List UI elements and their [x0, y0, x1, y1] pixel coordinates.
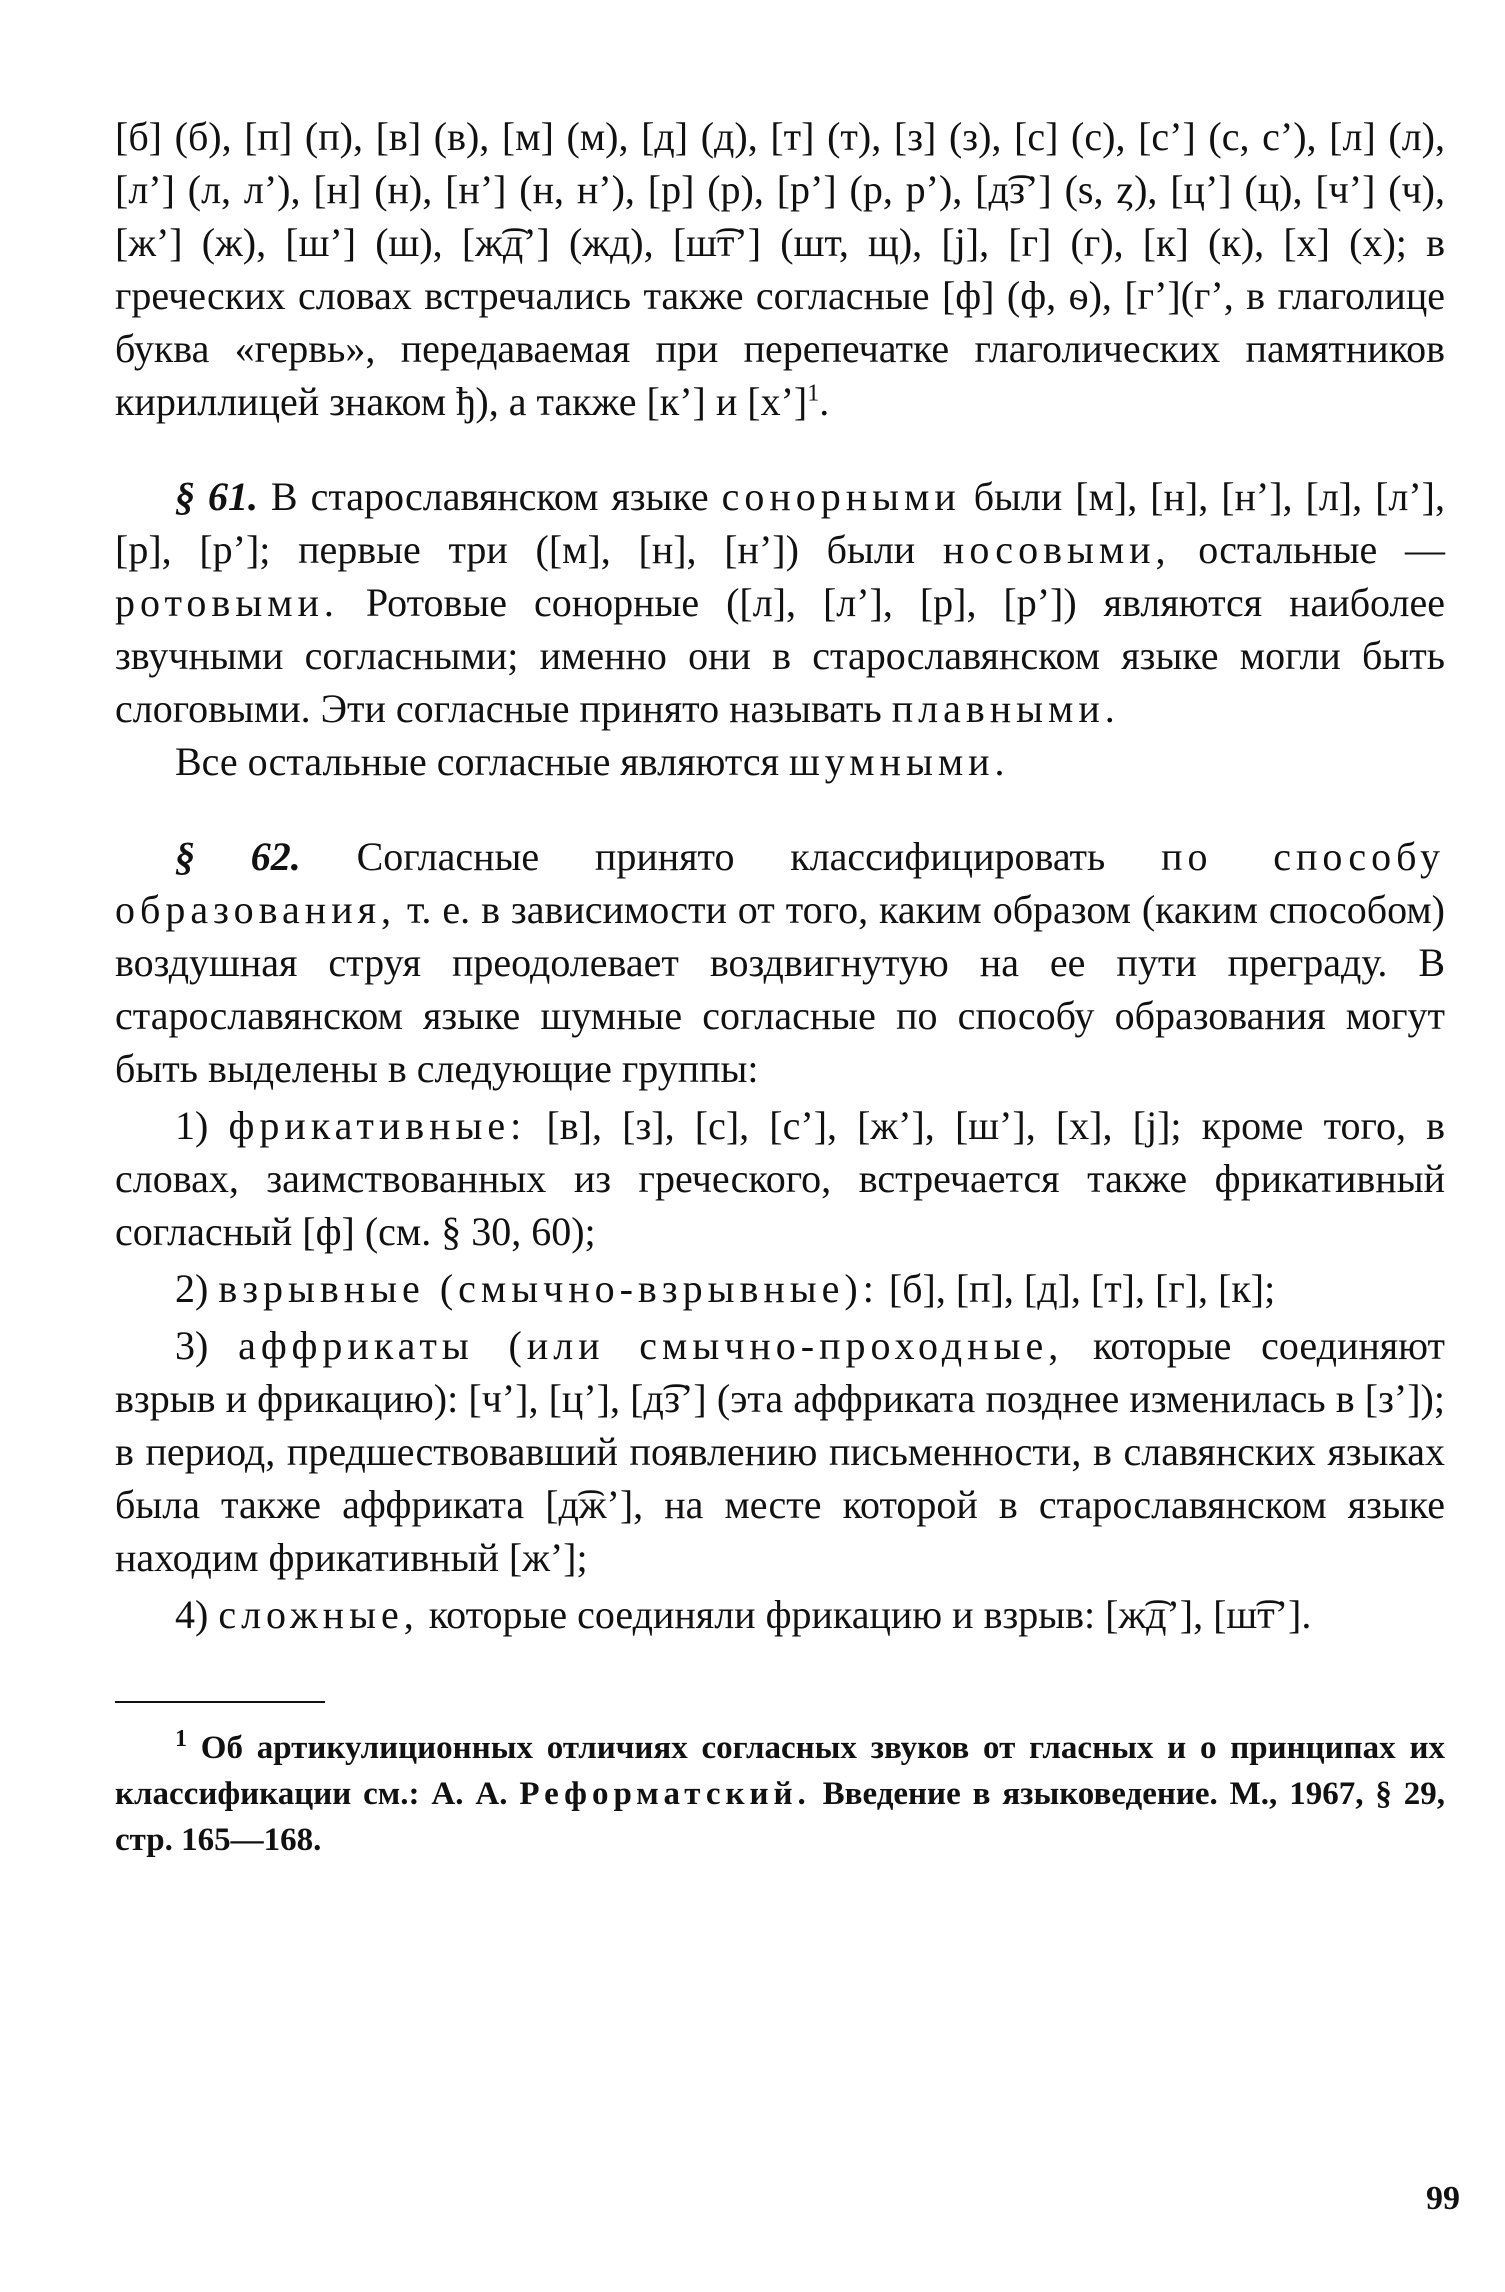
section-61-text-1: В старославянском языке [257, 474, 722, 519]
section-61b-text: Все остальные согласные являются [175, 739, 789, 784]
list-item-term: аффрикаты (или смычно-проходные, [238, 1323, 1064, 1368]
section-62-paragraph [115, 830, 1445, 1095]
list-item-text: [б], [п], [д], [т], [г], [к]; [878, 1266, 1276, 1311]
footnote-ref: 1 [807, 380, 820, 407]
footnote-mark: 1 [175, 1726, 187, 1752]
list-item [115, 1099, 1445, 1258]
list-item-text: которые соединяли фрикацию и взрыв: [ж͡д’], [ш͡т’]. [418, 1592, 1312, 1637]
section-61-text-2: были [м], [н], [н’], [л], [л’], [р], [р’]; первые три ([м], [н], [н’]) были [115, 474, 1446, 572]
list-item-number: 2) [175, 1266, 209, 1311]
footnote-text-1: Об артикулиционных отличиях согласных звуков от гласных и о принципах их классификации см.: А. А. [115, 1730, 1445, 1812]
section-62-text-1: Согласные принято классифицировать [300, 834, 1162, 879]
term-manner: по способу образования, [115, 834, 1445, 932]
intro-paragraph: [б] (б), [п] (п), [в] (в), [м] (м), [д] (д), [т] (т), [з] (з), [с] (с), [с’] (с, с’), [л] (л), [л’] (л, л’), [н] (н), [н’] (н, н’), [р] (р), [р’] (р, р’), [д͡з’] (ѕ, ȥ), [ц’] (ц), [ч’] (ч), [ж’] (ж), [ш’] (ш), [ж͡д’] (жд), [ш͡т’] (шт, щ), [j], [г] (г), [к] (к), [х] (х); в греческих словах встречались также согласные [ф] (ф, ѳ), [г’](г’, в глаголице буква «гервь», передаваемая при перепечатке глаголических памятников кириллицей знаком ђ), а также [к’] и [х’]$^1$. [115, 114, 1445, 424]
intro-text: [б] (б), [п] (п), [в] (в), [м] (м), [д] (д), [т] (т), [з] (з), [с] (с), [с’] (с, с’), [л] (л), [л’] (л, л’), [н] (н), [н’] (н, н’), [р] (р), [р’] (р, р’), [д͡з’] (ѕ, ȥ), [ц’] (ц), [ч’] (ч), [ж’] (ж), [ш’] (ш), [ж͡д’] (жд), [ш͡т’] (шт, щ), [j], [г] (г), [к] (к), [х] (х); в греческих словах встречались также согласные [ф] (ф, ѳ), [г’](г’, в глаголице буква «гервь», передаваемая при перепечатке глаголических памятников кириллицей знаком ђ), а также [к’] и [х’] [115, 114, 1445, 424]
list-item-number: 1) [175, 1103, 209, 1148]
list-item-number: 3) [175, 1323, 209, 1368]
term-nasal: носовыми, [942, 527, 1171, 572]
footnote-author: Реформатский. [519, 1776, 811, 1812]
list-item [115, 1319, 1445, 1584]
section-61-text-3: остальные — [1170, 527, 1445, 572]
footnote-divider [115, 1701, 325, 1703]
term-liquid: плавными. [891, 686, 1120, 731]
list-item [115, 1262, 1445, 1315]
section-61-text-4: Ротовые сонорные ([л], [л’], [р], [р’]) являются наиболее звучными согласными; именно они в старославянском языке могли быть слоговыми. Эти согласные принято называть [115, 580, 1445, 731]
page-number: 99 [1426, 2180, 1460, 2217]
footnote [115, 1725, 1445, 1863]
section-62-text-2: т. е. в зависимости от того, каким образом (каким способом) воздушная струя преодолевает воздвигнутую на ее пути преграду. В старославянском языке шумные согласные по способу образования могут быть выделены в следующие группы: [115, 887, 1445, 1091]
term-noisy: шумными. [788, 739, 1010, 784]
list-item-number: 4) [175, 1592, 209, 1637]
term-oral: ротовыми. [115, 580, 339, 625]
section-61-paragraph-2 [115, 735, 1445, 788]
section-62-mark: § 62. [175, 834, 301, 879]
list-item-text: которые соединяют взрыв и фрикацию): [ч’], [ц’], [д͡з’] (эта аффриката позднее изменилась в [з’]); в период, предшествовавший появлению письменности, в славянских языках была также аффриката [д͡ж’], на месте которой в старославянском языке находим фрикативный [ж’]; [115, 1323, 1445, 1580]
term-sonorous: сонорными [721, 474, 961, 519]
list-item-term: фрикативные: [228, 1103, 527, 1148]
section-61-mark: § 61. [175, 474, 258, 519]
list-item-term: сложные, [218, 1592, 419, 1637]
section-61-paragraph [115, 470, 1445, 735]
list-item [115, 1588, 1445, 1641]
list-item-term: взрывные (смычно-взрывные): [218, 1266, 879, 1311]
footnote-text-2: Введение в языковедение. М., 1967, § 29, стр. 165—168. [115, 1776, 1445, 1858]
list-item-text: [в], [з], [с], [с’], [ж’], [ш’], [х], [j]; кроме того, в словах, заимствованных из греческого, встречается также фрикативный согласный [ф] (см. § 30, 60); [115, 1103, 1446, 1254]
